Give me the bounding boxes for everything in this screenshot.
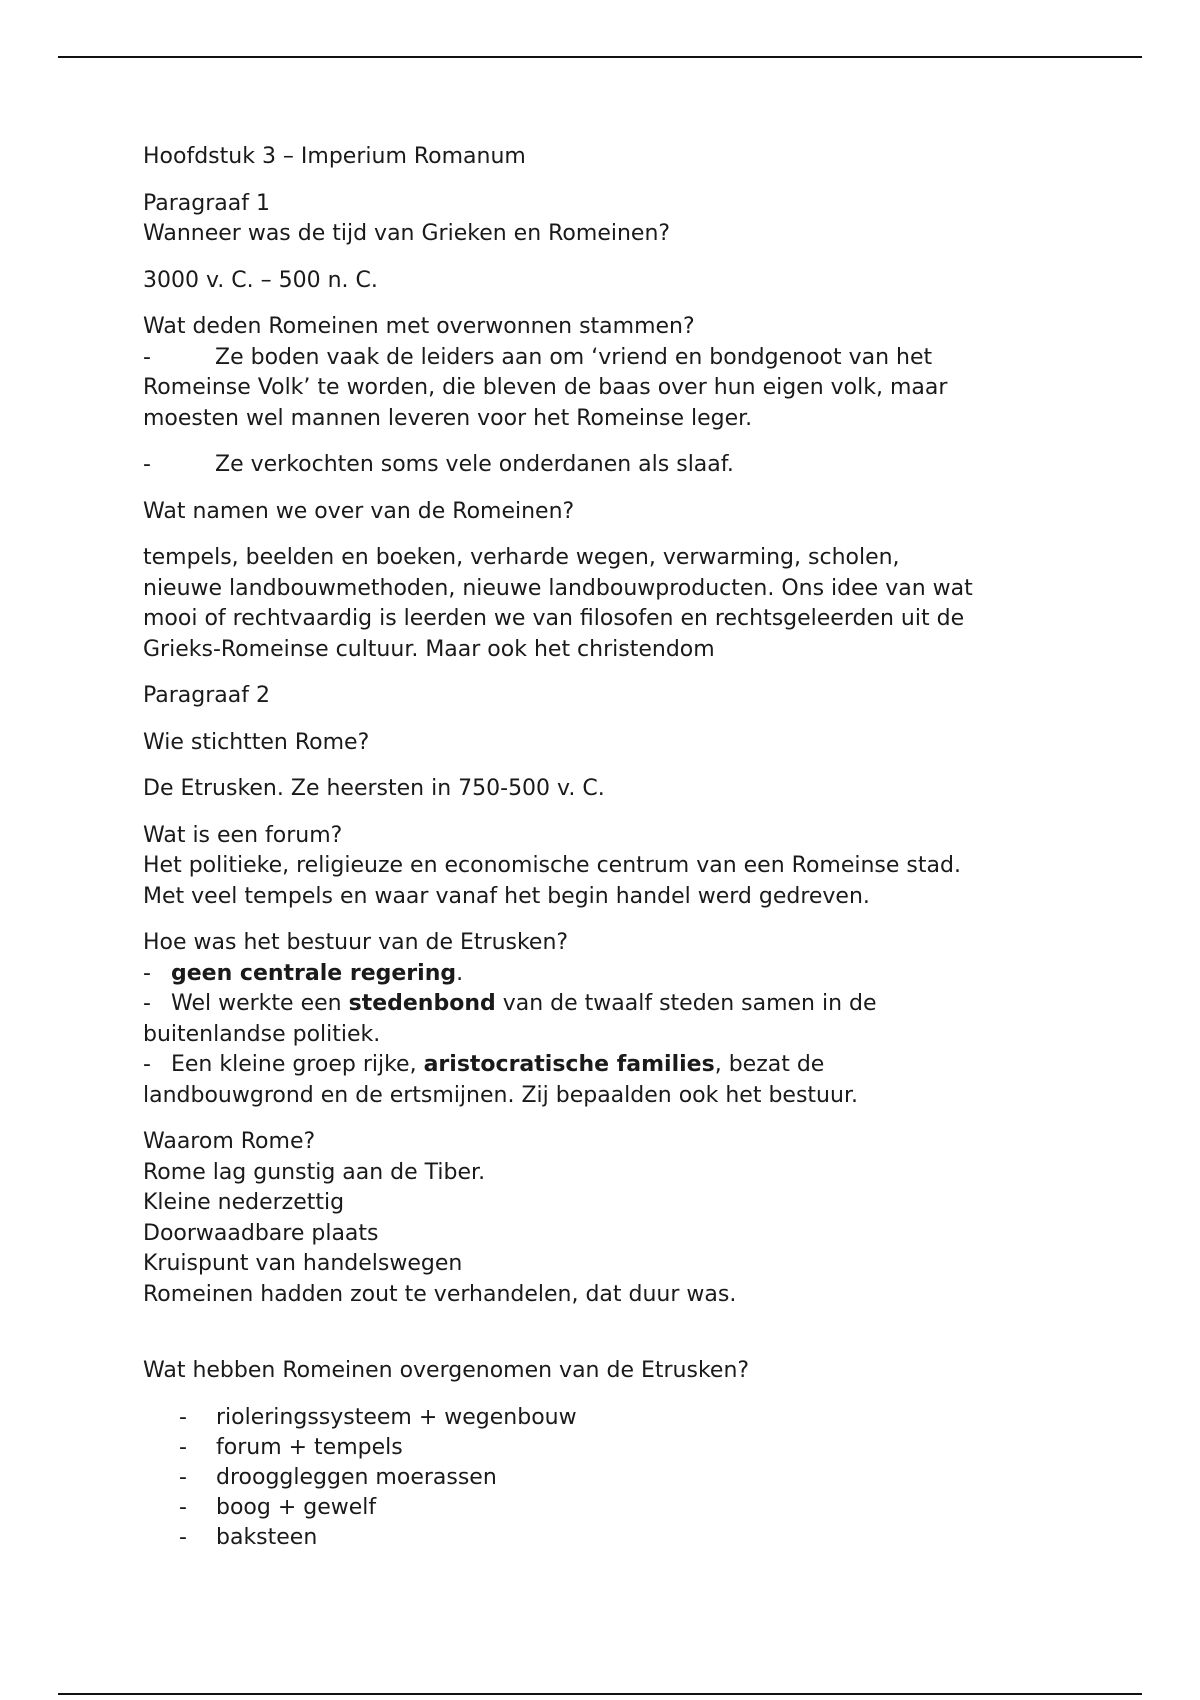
question-inherited: Wat namen we over van de Romeinen? [143, 498, 575, 524]
footer-rule [58, 1693, 1142, 1695]
list-item: - baksteen [179, 1524, 318, 1550]
answer-forum-2: Met veel tempels en waar vanaf het begin handel werd gedreven. [143, 883, 870, 909]
section-heading-paragraaf-1: Paragraaf 1 [143, 190, 270, 216]
question-conquered-tribes-block [143, 312, 1083, 434]
reason-4: Kruispunt van handelswegen [143, 1251, 463, 1276]
document-body [143, 142, 1083, 1553]
reason-5: Romeinen hadden zout te verhandelen, dat duur was. [143, 1281, 737, 1307]
question-adopted: Wat hebben Romeinen overgenomen van de Etrusken? [143, 1358, 750, 1383]
reason-1: Rome lag gunstig aan de Tiber. [143, 1159, 486, 1185]
forum-block [143, 821, 1083, 913]
question-time-period: Wanneer was de tijd van Grieken en Romeinen? [143, 221, 671, 246]
question-founders: Wie stichtten Rome? [143, 729, 370, 755]
section-heading-paragraaf-2: Paragraaf 2 [143, 683, 270, 708]
adopted-list [143, 1403, 1083, 1553]
spacer [143, 1310, 1083, 1356]
reason-2: Kleine nederzettig [143, 1190, 345, 1215]
question-forum: Wat is een forum? [143, 822, 343, 848]
government-point-3-cont: landbouwgrond en de ertsmijnen. Zij bepaalden ook het bestuur. [143, 1082, 858, 1108]
etruscan-government-block [143, 928, 1083, 1111]
government-point-2: - Wel werkte een stedenbond van de twaalf steden samen in de [143, 989, 1083, 1020]
list-item: - boog + gewelf [179, 1494, 377, 1520]
bullet-dash: - [143, 960, 151, 986]
government-point-2-cont: buitenlandse politiek. [143, 1021, 381, 1047]
answer-conquered-tribes-2: - Ze verkochten soms vele onderdanen als slaaf. [143, 450, 1083, 481]
list-item: - rioleringssysteem + wegenbouw [179, 1404, 577, 1430]
answer-conquered-tribes-1-cont: Romeinse Volk’ te worden, die bleven de baas over hun eigen volk, maar [143, 375, 948, 400]
list-item: - drooggleggen moerassen [179, 1464, 497, 1490]
header-rule [58, 56, 1142, 58]
answer-time-period: 3000 v. C. – 500 n. C. [143, 267, 378, 293]
government-point-3: - Een kleine groep rijke, aristocratische families, bezat de [143, 1050, 1083, 1081]
why-rome-block [143, 1127, 1083, 1310]
bullet-dash: - [143, 452, 151, 477]
answer-forum-1: Het politieke, religieuze en economische centrum van een Romeinse stad. [143, 853, 961, 878]
question-why-rome: Waarom Rome? [143, 1129, 316, 1154]
bullet-dash: - [143, 344, 151, 370]
answer-founders: De Etrusken. Ze heersten in 750-500 v. C. [143, 776, 605, 801]
question-government: Hoe was het bestuur van de Etrusken? [143, 930, 569, 955]
paragraph-1-block [143, 189, 1083, 250]
bullet-dash: - [143, 1052, 151, 1077]
answer-conquered-tribes-1: - Ze boden vaak de leiders aan om ‘vriend en bondgenoot van het [143, 343, 1083, 374]
answer-inherited: tempels, beelden en boeken, verharde wegen, verwarming, scholen, nieuwe landbouwmethoden, nieuwe landbouwproducten. Ons idee van wat mooi of rechtvaardig is leerden we van filosofen en rechtsgeleerden uit de Grieks-Romeinse cultuur. Maar ook het christendom [143, 545, 973, 662]
government-point-1: - geen centrale regering. [143, 959, 1083, 990]
reason-3: Doorwaadbare plaats [143, 1220, 379, 1246]
question-conquered-tribes: Wat deden Romeinen met overwonnen stammen? [143, 314, 695, 339]
list-item: - forum + tempels [179, 1434, 403, 1460]
answer-conquered-tribes-1-cont2: moesten wel mannen leveren voor het Romeinse leger. [143, 405, 753, 431]
bullet-dash: - [143, 991, 151, 1016]
document-title: Hoofdstuk 3 – Imperium Romanum [143, 144, 526, 169]
